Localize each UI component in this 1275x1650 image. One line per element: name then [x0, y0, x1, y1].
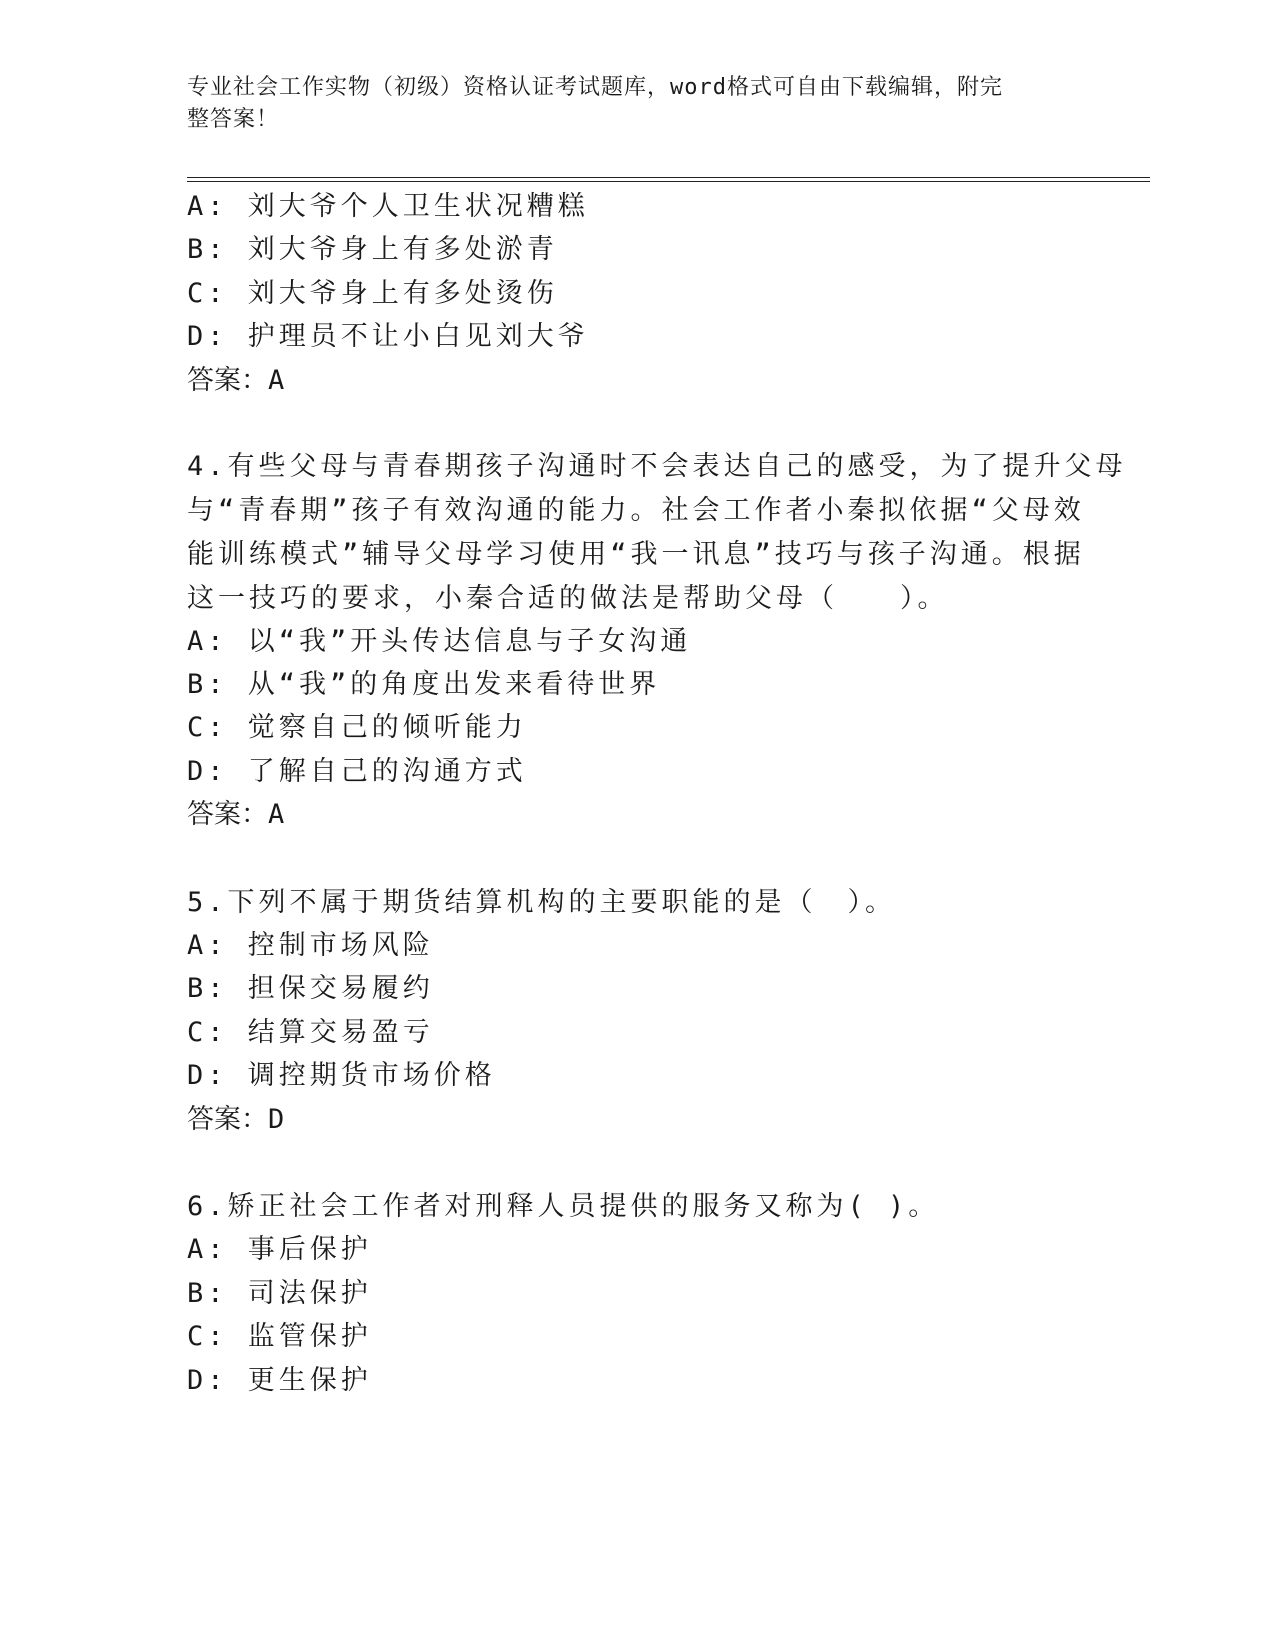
q5-option-a: A: 控制市场风险: [187, 930, 434, 961]
header-line-1: 专业社会工作实物（初级）资格认证考试题库，word格式可自由下载编辑，附完: [187, 75, 1003, 100]
q5-stem: 5.下列不属于期货结算机构的主要职能的是（ ）。: [187, 887, 897, 918]
q3-option-c: C: 刘大爷身上有多处烫伤: [187, 278, 558, 309]
q3-option-a: A: 刘大爷个人卫生状况糟糕: [187, 191, 589, 222]
q3-option-d: D: 护理员不让小白见刘大爷: [187, 321, 589, 352]
q3-answer-value: A: [268, 365, 285, 396]
q4-answer-label: 答案：: [187, 799, 268, 830]
document-header: [187, 72, 1067, 136]
q4-stem-line-3: 能训练模式”辅导父母学习使用“我一讯息”技巧与孩子沟通。根据: [187, 539, 1085, 570]
q6-option-a: A: 事后保护: [187, 1234, 372, 1265]
q4-stem-line-2: 与“青春期”孩子有效沟通的能力。社会工作者小秦拟依据“父母效: [187, 495, 1085, 526]
q4-option-c: C: 觉察自己的倾听能力: [187, 712, 527, 743]
q4-option-b: B: 从“我”的角度出发来看待世界: [187, 669, 661, 700]
header-divider-top: [187, 177, 1150, 178]
q5-option-c: C: 结算交易盈亏: [187, 1017, 434, 1048]
q6-option-d: D: 更生保护: [187, 1365, 372, 1396]
q4-option-a: A: 以“我”开头传达信息与子女沟通: [187, 626, 692, 657]
header-line-2: 整答案！: [187, 107, 280, 132]
q4-stem-line-1: 4.有些父母与青春期孩子沟通时不会表达自己的感受，为了提升父母: [187, 451, 1127, 482]
q6-option-b: B: 司法保护: [187, 1278, 372, 1309]
q4-option-d: D: 了解自己的沟通方式: [187, 756, 527, 787]
q3-option-b: B: 刘大爷身上有多处淤青: [187, 234, 558, 265]
q5-answer-label: 答案：: [187, 1104, 268, 1135]
q5-answer: [187, 1103, 284, 1137]
q4-answer-value: A: [268, 799, 285, 830]
q6-stem: 6.矫正社会工作者对刑释人员提供的服务又称为( )。: [187, 1191, 940, 1222]
q3-answer: [187, 364, 284, 398]
header-divider-bottom: [187, 181, 1150, 182]
q4-answer: [187, 798, 284, 832]
q3-answer-label: 答案：: [187, 365, 268, 396]
q5-answer-value: D: [268, 1104, 285, 1135]
q6-option-c: C: 监管保护: [187, 1321, 372, 1352]
q5-option-d: D: 调控期货市场价格: [187, 1060, 496, 1091]
q5-option-b: B: 担保交易履约: [187, 973, 434, 1004]
q4-stem-line-4: 这一技巧的要求，小秦合适的做法是帮助父母（ ）。: [187, 583, 949, 614]
